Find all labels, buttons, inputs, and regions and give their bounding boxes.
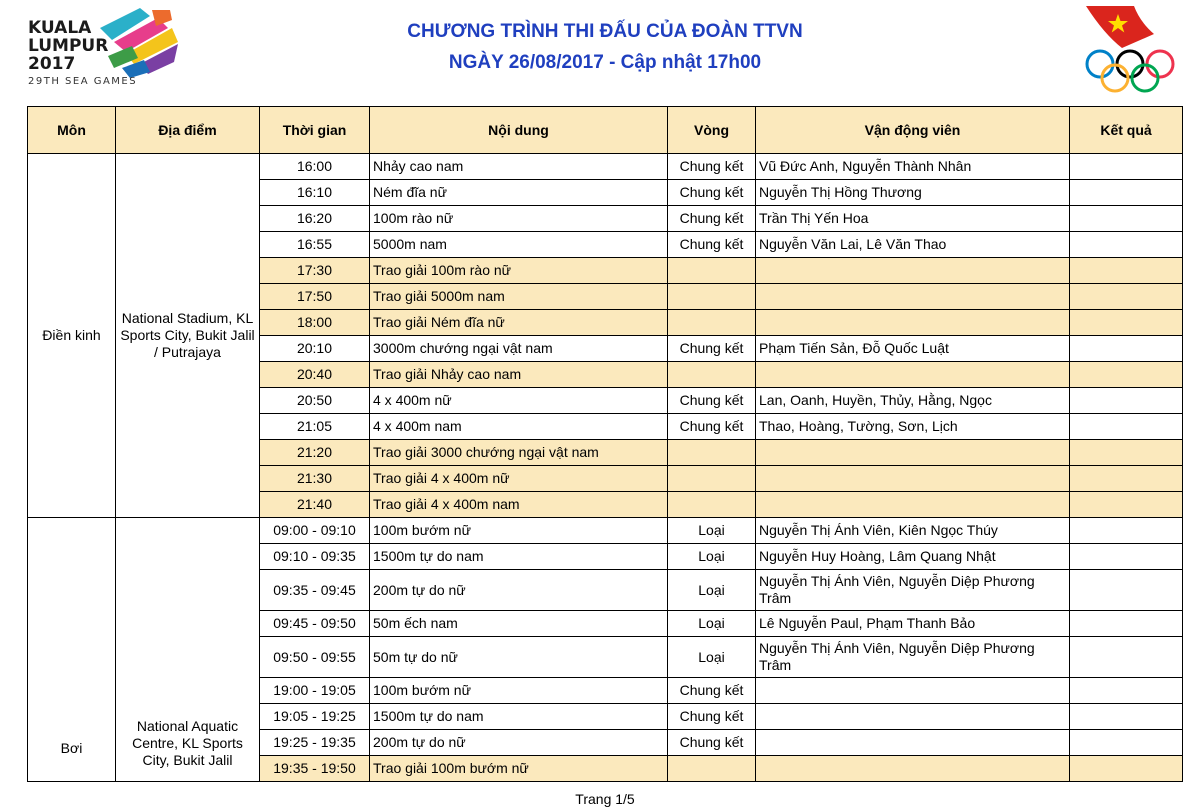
- time-cell: 19:25 - 19:35: [260, 730, 370, 756]
- event-cell: 100m rào nữ: [370, 206, 668, 232]
- col-header-noi-dung: Nội dung: [370, 107, 668, 154]
- col-header-mon: Môn: [28, 107, 116, 154]
- athletes-cell: [756, 466, 1070, 492]
- event-cell: Nhảy cao nam: [370, 154, 668, 180]
- round-cell: Chung kết: [668, 154, 756, 180]
- event-cell: Trao giải Nhảy cao nam: [370, 362, 668, 388]
- event-cell: 50m tự do nữ: [370, 637, 668, 678]
- venue-cell: [116, 518, 260, 782]
- sport-cell: [28, 518, 116, 782]
- result-cell: [1070, 232, 1183, 258]
- event-cell: Trao giải 4 x 400m nữ: [370, 466, 668, 492]
- time-cell: 17:50: [260, 284, 370, 310]
- athletes-cell: Nguyễn Huy Hoàng, Lâm Quang Nhật: [756, 544, 1070, 570]
- logo-line-1: KUALA: [28, 18, 92, 38]
- result-cell: [1070, 206, 1183, 232]
- round-cell: Chung kết: [668, 232, 756, 258]
- time-cell: 21:30: [260, 466, 370, 492]
- result-cell: [1070, 730, 1183, 756]
- time-cell: 16:10: [260, 180, 370, 206]
- round-cell: Chung kết: [668, 336, 756, 362]
- venue-label: National Aquatic Centre, KL Sports City, Bukit Jalil: [132, 718, 243, 768]
- result-cell: [1070, 756, 1183, 782]
- result-cell: [1070, 362, 1183, 388]
- event-cell: 3000m chướng ngại vật nam: [370, 336, 668, 362]
- athletes-cell: Vũ Đức Anh, Nguyễn Thành Nhân: [756, 154, 1070, 180]
- time-cell: 09:10 - 09:35: [260, 544, 370, 570]
- event-cell: Trao giải 5000m nam: [370, 284, 668, 310]
- event-cell: Ném đĩa nữ: [370, 180, 668, 206]
- athletes-cell: [756, 310, 1070, 336]
- schedule-table: [27, 106, 1183, 782]
- time-cell: 19:00 - 19:05: [260, 678, 370, 704]
- result-cell: [1070, 258, 1183, 284]
- time-cell: 16:20: [260, 206, 370, 232]
- athletes-cell: [756, 258, 1070, 284]
- round-cell: Chung kết: [668, 704, 756, 730]
- result-cell: [1070, 180, 1183, 206]
- col-header-thoi-gian: Thời gian: [260, 107, 370, 154]
- result-cell: [1070, 678, 1183, 704]
- event-cell: 4 x 400m nam: [370, 414, 668, 440]
- round-cell: Chung kết: [668, 388, 756, 414]
- athletes-cell: [756, 362, 1070, 388]
- round-cell: Chung kết: [668, 730, 756, 756]
- round-cell: [668, 466, 756, 492]
- result-cell: [1070, 518, 1183, 544]
- event-cell: 1500m tự do nam: [370, 544, 668, 570]
- athletes-cell: [756, 678, 1070, 704]
- col-header-vong: Vòng: [668, 107, 756, 154]
- athletes-cell: Nguyễn Thị Ánh Viên, Nguyễn Diệp Phương Trâm: [756, 570, 1070, 611]
- result-cell: [1070, 414, 1183, 440]
- time-cell: 09:00 - 09:10: [260, 518, 370, 544]
- athletes-cell: Nguyễn Thị Ánh Viên, Kiên Ngọc Thúy: [756, 518, 1070, 544]
- round-cell: [668, 492, 756, 518]
- event-cell: 5000m nam: [370, 232, 668, 258]
- event-cell: Trao giải 100m bướm nữ: [370, 756, 668, 782]
- round-cell: [668, 258, 756, 284]
- time-cell: 09:45 - 09:50: [260, 611, 370, 637]
- sea-games-logo: [22, 6, 192, 94]
- athletes-cell: Nguyễn Thị Hồng Thương: [756, 180, 1070, 206]
- logo-line-3: 2017: [28, 54, 76, 74]
- round-cell: Loại: [668, 611, 756, 637]
- athletes-cell: Nguyễn Văn Lai, Lê Văn Thao: [756, 232, 1070, 258]
- event-cell: 4 x 400m nữ: [370, 388, 668, 414]
- athletes-cell: [756, 284, 1070, 310]
- time-cell: 20:40: [260, 362, 370, 388]
- sport-cell: Điền kinh: [28, 154, 116, 518]
- athletes-cell: [756, 756, 1070, 782]
- result-cell: [1070, 284, 1183, 310]
- document-title: CHƯƠNG TRÌNH THI ĐẤU CỦA ĐOÀN TTVN: [407, 21, 803, 42]
- round-cell: Loại: [668, 518, 756, 544]
- time-cell: 16:00: [260, 154, 370, 180]
- athletes-cell: Lê Nguyễn Paul, Phạm Thanh Bảo: [756, 611, 1070, 637]
- event-cell: 100m bướm nữ: [370, 678, 668, 704]
- col-header-van-dong-vien: Vận động viên: [756, 107, 1070, 154]
- round-cell: [668, 284, 756, 310]
- time-cell: 09:35 - 09:45: [260, 570, 370, 611]
- time-cell: 21:05: [260, 414, 370, 440]
- event-cell: 1500m tự do nam: [370, 704, 668, 730]
- result-cell: [1070, 492, 1183, 518]
- event-cell: 200m tự do nữ: [370, 570, 668, 611]
- time-cell: 19:05 - 19:25: [260, 704, 370, 730]
- round-cell: Chung kết: [668, 414, 756, 440]
- time-cell: 17:30: [260, 258, 370, 284]
- event-cell: Trao giải 4 x 400m nam: [370, 492, 668, 518]
- athletes-cell: Nguyễn Thị Ánh Viên, Nguyễn Diệp Phương Trâm: [756, 637, 1070, 678]
- event-cell: 200m tự do nữ: [370, 730, 668, 756]
- athletes-cell: Lan, Oanh, Huyền, Thủy, Hằng, Ngọc: [756, 388, 1070, 414]
- time-cell: 19:35 - 19:50: [260, 756, 370, 782]
- event-cell: 100m bướm nữ: [370, 518, 668, 544]
- athletes-cell: Thao, Hoàng, Tường, Sơn, Lịch: [756, 414, 1070, 440]
- page-number: Trang 1/5: [575, 791, 635, 807]
- event-cell: Trao giải 100m rào nữ: [370, 258, 668, 284]
- event-cell: Trao giải Ném đĩa nữ: [370, 310, 668, 336]
- event-cell: 50m ếch nam: [370, 611, 668, 637]
- time-cell: 16:55: [260, 232, 370, 258]
- table-row: [28, 518, 1183, 544]
- result-cell: [1070, 154, 1183, 180]
- athletes-cell: [756, 704, 1070, 730]
- round-cell: [668, 310, 756, 336]
- result-cell: [1070, 440, 1183, 466]
- time-cell: 09:50 - 09:55: [260, 637, 370, 678]
- event-cell: Trao giải 3000 chướng ngại vật nam: [370, 440, 668, 466]
- result-cell: [1070, 388, 1183, 414]
- time-cell: 21:20: [260, 440, 370, 466]
- athletes-cell: Trần Thị Yến Hoa: [756, 206, 1070, 232]
- athletes-cell: Phạm Tiến Sản, Đỗ Quốc Luật: [756, 336, 1070, 362]
- athletes-cell: [756, 492, 1070, 518]
- logo-subtitle: 29TH SEA GAMES: [28, 76, 138, 87]
- round-cell: Loại: [668, 637, 756, 678]
- result-cell: [1070, 611, 1183, 637]
- venue-cell: National Stadium, KL Sports City, Bukit Jalil / Putrajaya: [116, 154, 260, 518]
- time-cell: 20:10: [260, 336, 370, 362]
- logo-line-2: LUMPUR: [28, 36, 109, 56]
- result-cell: [1070, 570, 1183, 611]
- sport-label: Bơi: [60, 740, 83, 756]
- result-cell: [1070, 310, 1183, 336]
- round-cell: Loại: [668, 544, 756, 570]
- result-cell: [1070, 637, 1183, 678]
- round-cell: Loại: [668, 570, 756, 611]
- document-subtitle: NGÀY 26/08/2017 - Cập nhật 17h00: [448, 52, 762, 73]
- olympic-committee-logo: [1082, 4, 1182, 96]
- time-cell: 20:50: [260, 388, 370, 414]
- result-cell: [1070, 544, 1183, 570]
- athletes-cell: [756, 730, 1070, 756]
- table-row: [28, 154, 1183, 180]
- time-cell: 18:00: [260, 310, 370, 336]
- result-cell: [1070, 336, 1183, 362]
- round-cell: [668, 440, 756, 466]
- time-cell: 21:40: [260, 492, 370, 518]
- result-cell: [1070, 466, 1183, 492]
- table-header-row: [28, 107, 1183, 154]
- round-cell: Chung kết: [668, 180, 756, 206]
- round-cell: [668, 362, 756, 388]
- round-cell: Chung kết: [668, 678, 756, 704]
- round-cell: [668, 756, 756, 782]
- round-cell: Chung kết: [668, 206, 756, 232]
- result-cell: [1070, 704, 1183, 730]
- athletes-cell: [756, 440, 1070, 466]
- col-header-ket-qua: Kết quả: [1070, 107, 1183, 154]
- col-header-dia-diem: Địa điểm: [116, 107, 260, 154]
- vietnam-olympic-icon: [1082, 4, 1182, 96]
